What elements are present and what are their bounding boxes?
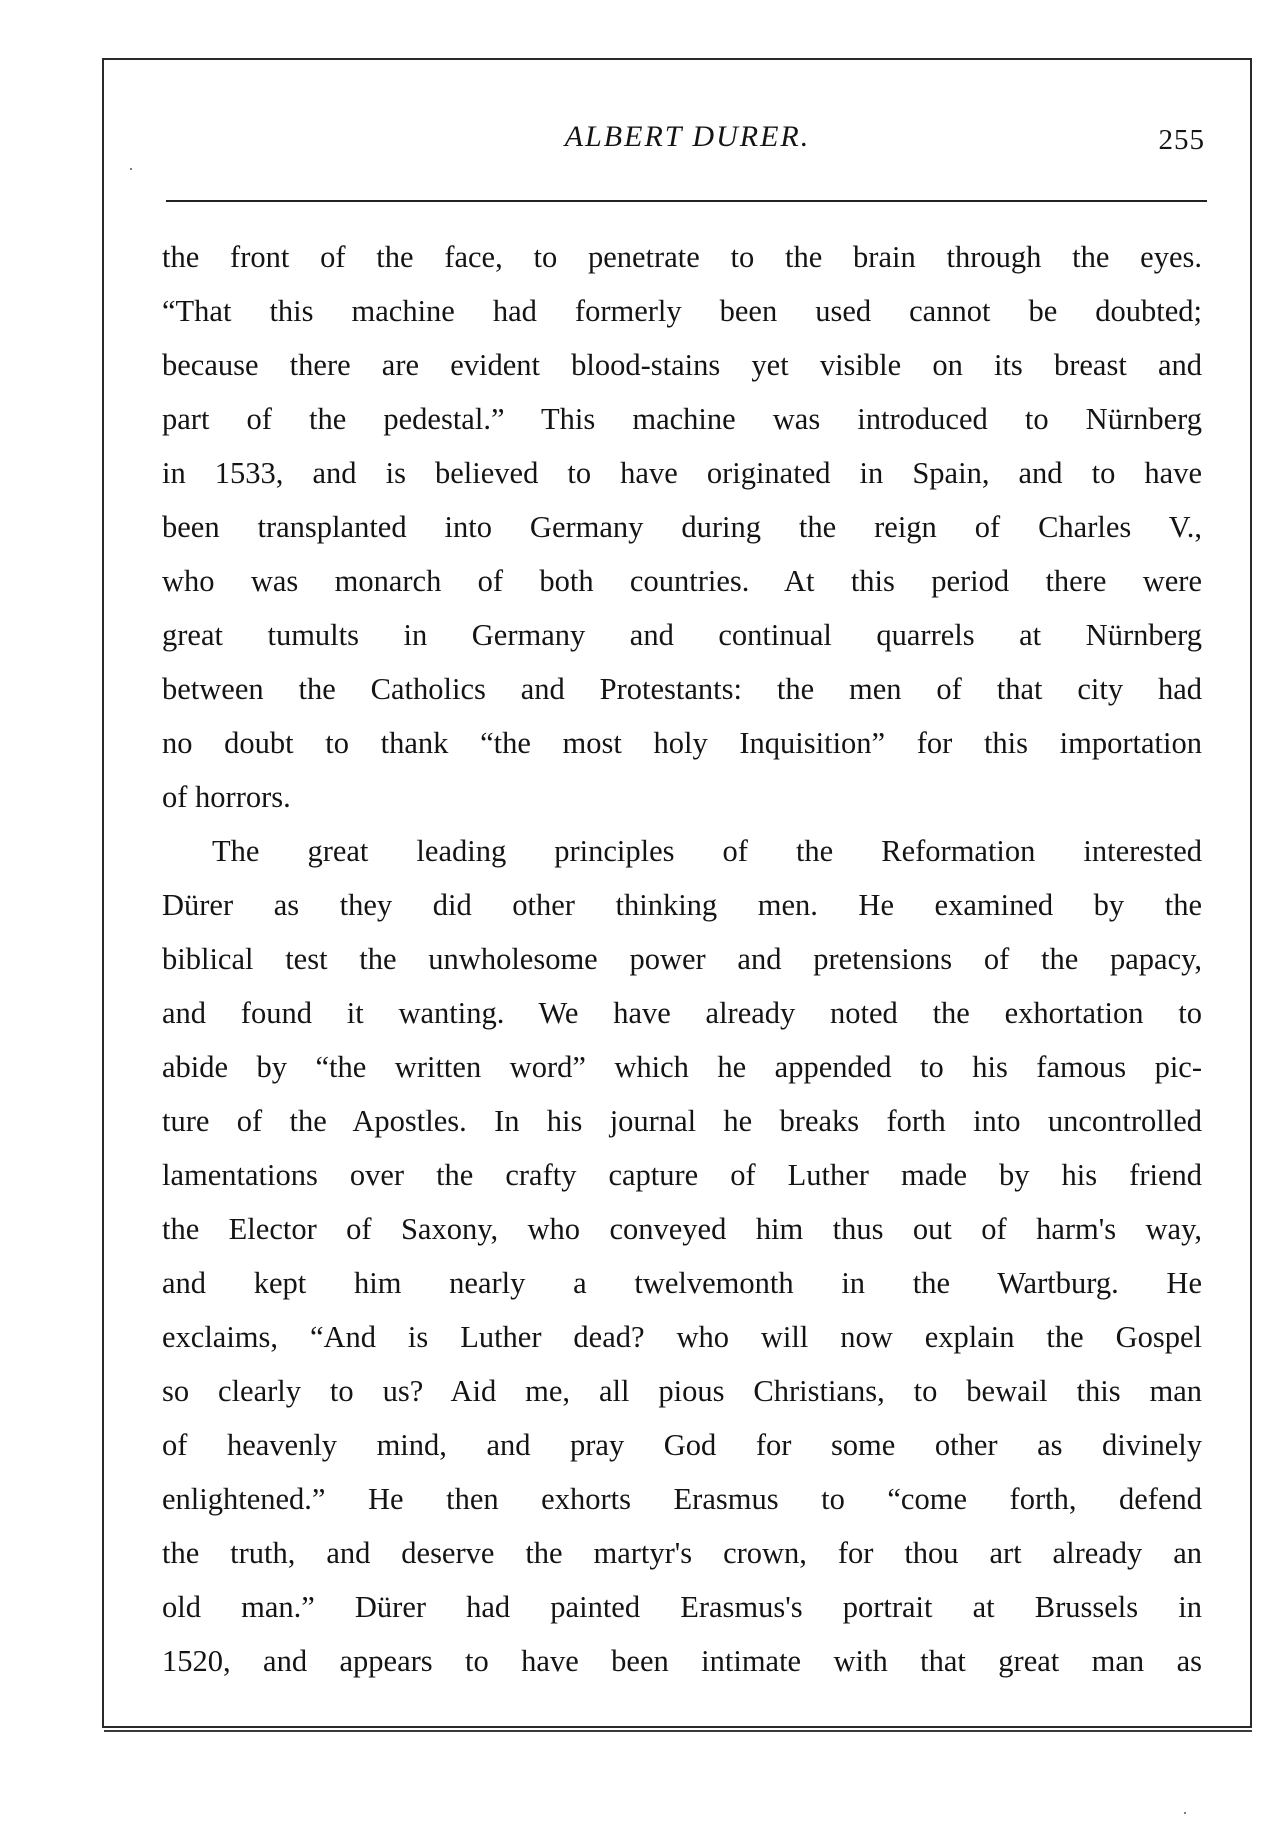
scan-speck xyxy=(1184,1812,1186,1814)
text-line: the truth, and deserve the martyr's crown, for thou art already an xyxy=(162,1536,1202,1570)
text-line: the front of the face, to penetrate to the brain through the eyes. xyxy=(162,240,1202,274)
text-line: in 1533, and is believed to have originated in Spain, and to have xyxy=(162,456,1202,490)
text-line: enlightened.” He then exhorts Erasmus to “come forth, defend xyxy=(162,1482,1202,1516)
text-line: lamentations over the crafty capture of Luther made by his friend xyxy=(162,1158,1202,1192)
text-line: of heavenly mind, and pray God for some other as divinely xyxy=(162,1428,1202,1462)
text-line: been transplanted into Germany during the reign of Charles V., xyxy=(162,510,1202,544)
header-rule xyxy=(166,200,1207,202)
text-line: no doubt to thank “the most holy Inquisition” for this importation xyxy=(162,726,1202,760)
running-head xyxy=(170,120,1205,164)
text-line: of horrors. xyxy=(162,780,291,814)
text-line: and kept him nearly a twelvemonth in the Wartburg. He xyxy=(162,1266,1202,1300)
text-line: and found it wanting. We have already noted the exhortation to xyxy=(162,996,1202,1030)
bottom-rule xyxy=(104,1730,1252,1732)
text-line: old man.” Dürer had painted Erasmus's portrait at Brussels in xyxy=(162,1590,1202,1624)
text-line: great tumults in Germany and continual quarrels at Nürnberg xyxy=(162,618,1202,652)
text-line: who was monarch of both countries. At this period there were xyxy=(162,564,1202,598)
paragraph-2 xyxy=(162,824,1202,1688)
text-line: 1520, and appears to have been intimate with that great man as xyxy=(162,1644,1202,1678)
text-line: so clearly to us? Aid me, all pious Christians, to bewail this man xyxy=(162,1374,1202,1408)
text-line: The great leading principles of the Reformation interested xyxy=(212,834,1202,868)
page-number: 255 xyxy=(1158,124,1205,156)
text-line: biblical test the unwholesome power and pretensions of the papacy, xyxy=(162,942,1202,976)
text-line: the Elector of Saxony, who conveyed him thus out of harm's way, xyxy=(162,1212,1202,1246)
paragraph-1 xyxy=(162,230,1202,824)
text-line: because there are evident blood-stains yet visible on its breast and xyxy=(162,348,1202,382)
body-text xyxy=(162,230,1202,1688)
text-line: exclaims, “And is Luther dead? who will now explain the Gospel xyxy=(162,1320,1202,1354)
running-title: ALBERT DURER. xyxy=(564,120,811,153)
text-line: abide by “the written word” which he appended to his famous pic- xyxy=(162,1050,1202,1084)
text-line: between the Catholics and Protestants: the men of that city had xyxy=(162,672,1202,706)
scan-speck xyxy=(130,168,132,170)
text-line: ture of the Apostles. In his journal he breaks forth into uncontrolled xyxy=(162,1104,1202,1138)
text-line: part of the pedestal.” This machine was introduced to Nürnberg xyxy=(162,402,1202,436)
text-line: Dürer as they did other thinking men. He examined by the xyxy=(162,888,1202,922)
text-line: “That this machine had formerly been used cannot be doubted; xyxy=(162,294,1202,328)
